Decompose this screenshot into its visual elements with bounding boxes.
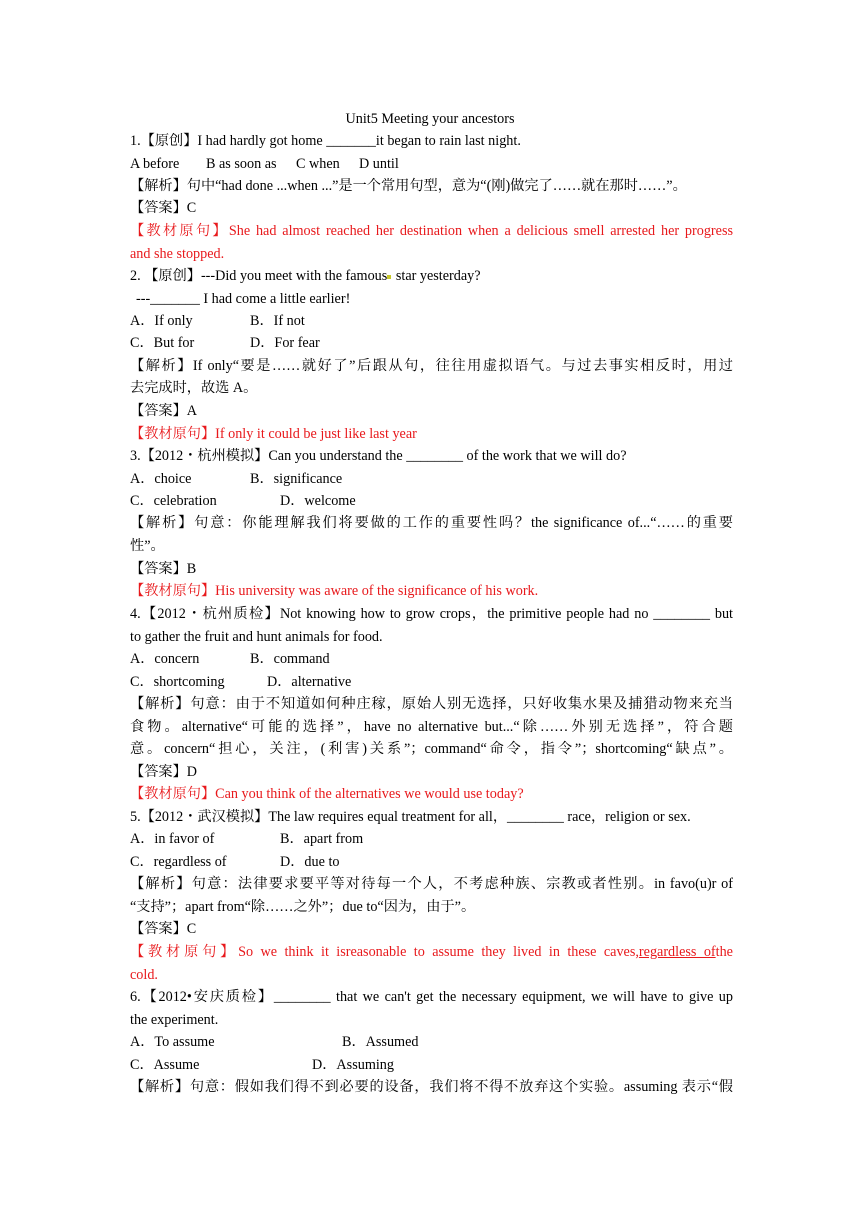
- q3-answer: 【答案】B: [130, 561, 197, 577]
- q5-source-part1: 【教材原句】So we think it is: [130, 944, 346, 960]
- q2-analysis-line2: 去完成时，故选 A。: [130, 380, 258, 396]
- q6-analysis-line1: 【解析】句意：假如我们得不到必要的设备，我们将不得不放弃这个实验。assuming 表示“假: [130, 1079, 733, 1095]
- q2-option-a: A．If only: [130, 313, 193, 329]
- q4-option-c: C．shortcoming: [130, 674, 225, 690]
- q5-source-part4: the: [715, 944, 733, 960]
- q1-option-a: A before: [130, 156, 180, 172]
- q5-analysis-line2: “支持”；apart from“除……之外”；due to“因为，由于”。: [130, 899, 476, 915]
- q5-option-a: A．in favor of: [130, 831, 215, 847]
- q1-source-line2: and she stopped.: [130, 246, 225, 262]
- q1-option-d: D until: [359, 156, 399, 172]
- q3-analysis-line2: 性”。: [130, 538, 165, 554]
- q2-option-b: B．If not: [250, 313, 305, 329]
- q2-option-c: C．But for: [130, 335, 195, 351]
- q2-stem-line2: ---_______ I had come a little earlier!: [136, 291, 351, 307]
- q2-option-d: D．For fear: [250, 335, 320, 351]
- q1-option-b: B as soon as: [206, 156, 277, 172]
- q3-option-a: A．choice: [130, 471, 192, 487]
- q4-answer: 【答案】D: [130, 764, 197, 780]
- q4-stem-line2: to gather the fruit and hunt animals for food.: [130, 629, 383, 645]
- q3-stem: 3.【2012・杭州模拟】Can you understand the ________ of the work that we will do?: [130, 448, 627, 464]
- q3-option-b: B．significance: [250, 471, 343, 487]
- q2-answer: 【答案】A: [130, 403, 197, 419]
- q6-option-c: C．Assume: [130, 1057, 200, 1073]
- q6-option-a: A．To assume: [130, 1034, 215, 1050]
- q1-stem: 1.【原创】I had hardly got home _______it began to rain last night.: [130, 133, 521, 149]
- q5-answer: 【答案】C: [130, 921, 197, 937]
- q1-analysis: 【解析】句中“had done ...when ...”是一个常用句型，意为“(刚)做完了……就在那时……”。: [130, 178, 687, 194]
- q4-source: 【教材原句】Can you think of the alternatives we would use today?: [130, 786, 524, 802]
- q3-source: 【教材原句】His university was aware of the significance of his work.: [130, 583, 539, 599]
- q6-option-d: D．Assuming: [312, 1057, 394, 1073]
- q4-analysis-line2: 食物。alternative“可能的选择”，have no alternative but...“除……外别无选择”，符合题: [130, 719, 733, 735]
- q3-analysis-line1: 【解析】句意：你能理解我们将要做的工作的重要性吗？the significance of...“……的重要: [130, 515, 733, 531]
- q2-source: 【教材原句】If only it could be just like last year: [130, 426, 417, 442]
- q5-analysis-line1: 【解析】句意：法律要求要平等对待每一个人，不考虑种族、宗教或者性别。in favo(u)r of: [130, 876, 733, 892]
- q4-option-d: D．alternative: [267, 674, 352, 690]
- marker-dot-icon: [387, 275, 391, 279]
- q2-stem-part2: star yesterday?: [395, 268, 481, 284]
- q6-stem-line1: 6.【2012•安庆质检】________ that we can't get the necessary equipment, we will have to give up: [130, 989, 733, 1005]
- q5-source-line2: cold.: [130, 967, 158, 983]
- q2-stem-part1: 2. 【原创】---Did you meet with the famous: [130, 268, 388, 284]
- q5-source-part2: reasonable to assume they lived in these caves,: [345, 944, 639, 960]
- q3-option-c: C．celebration: [130, 493, 217, 509]
- q6-stem-line2: the experiment.: [130, 1012, 219, 1028]
- q3-option-d: D．welcome: [280, 493, 356, 509]
- q2-analysis-line1: 【解析】If only“要是……就好了”后跟从句，往往用虚拟语气。与过去事实相反时，用过: [130, 358, 733, 374]
- q4-option-b: B．command: [250, 651, 330, 667]
- q1-source-line1: 【教材原句】She had almost reached her destination when a delicious smell arrested her progress: [130, 223, 733, 239]
- q4-option-a: A．concern: [130, 651, 200, 667]
- q5-stem: 5.【2012・武汉模拟】The law requires equal treatment for all，________ race，religion or sex.: [130, 809, 691, 825]
- q4-analysis-line3: 意。concern“担心，关注，(利害)关系”；command“命令，指令”；shortcoming“缺点”。: [130, 741, 733, 757]
- q5-option-b: B．apart from: [280, 831, 364, 847]
- q6-option-b: B．Assumed: [342, 1034, 419, 1050]
- q2-stem: [130, 266, 733, 286]
- q4-analysis-line1: 【解析】句意：由于不知道如何种庄稼，原始人别无选择，只好收集水果及捕猎动物来充当: [130, 696, 733, 712]
- q5-source-underlined: regardless of: [638, 944, 716, 960]
- q4-stem-line1: 4.【2012・杭州质检】Not knowing how to grow crops，the primitive people had no ________ but: [130, 606, 733, 622]
- q1-answer: 【答案】C: [130, 200, 197, 216]
- q5-source-line1: [130, 942, 733, 962]
- q1-option-c: C when: [296, 156, 340, 172]
- q5-option-d: D．due to: [280, 854, 340, 870]
- page-title: Unit5 Meeting your ancestors: [345, 111, 515, 127]
- q5-option-c: C．regardless of: [130, 854, 227, 870]
